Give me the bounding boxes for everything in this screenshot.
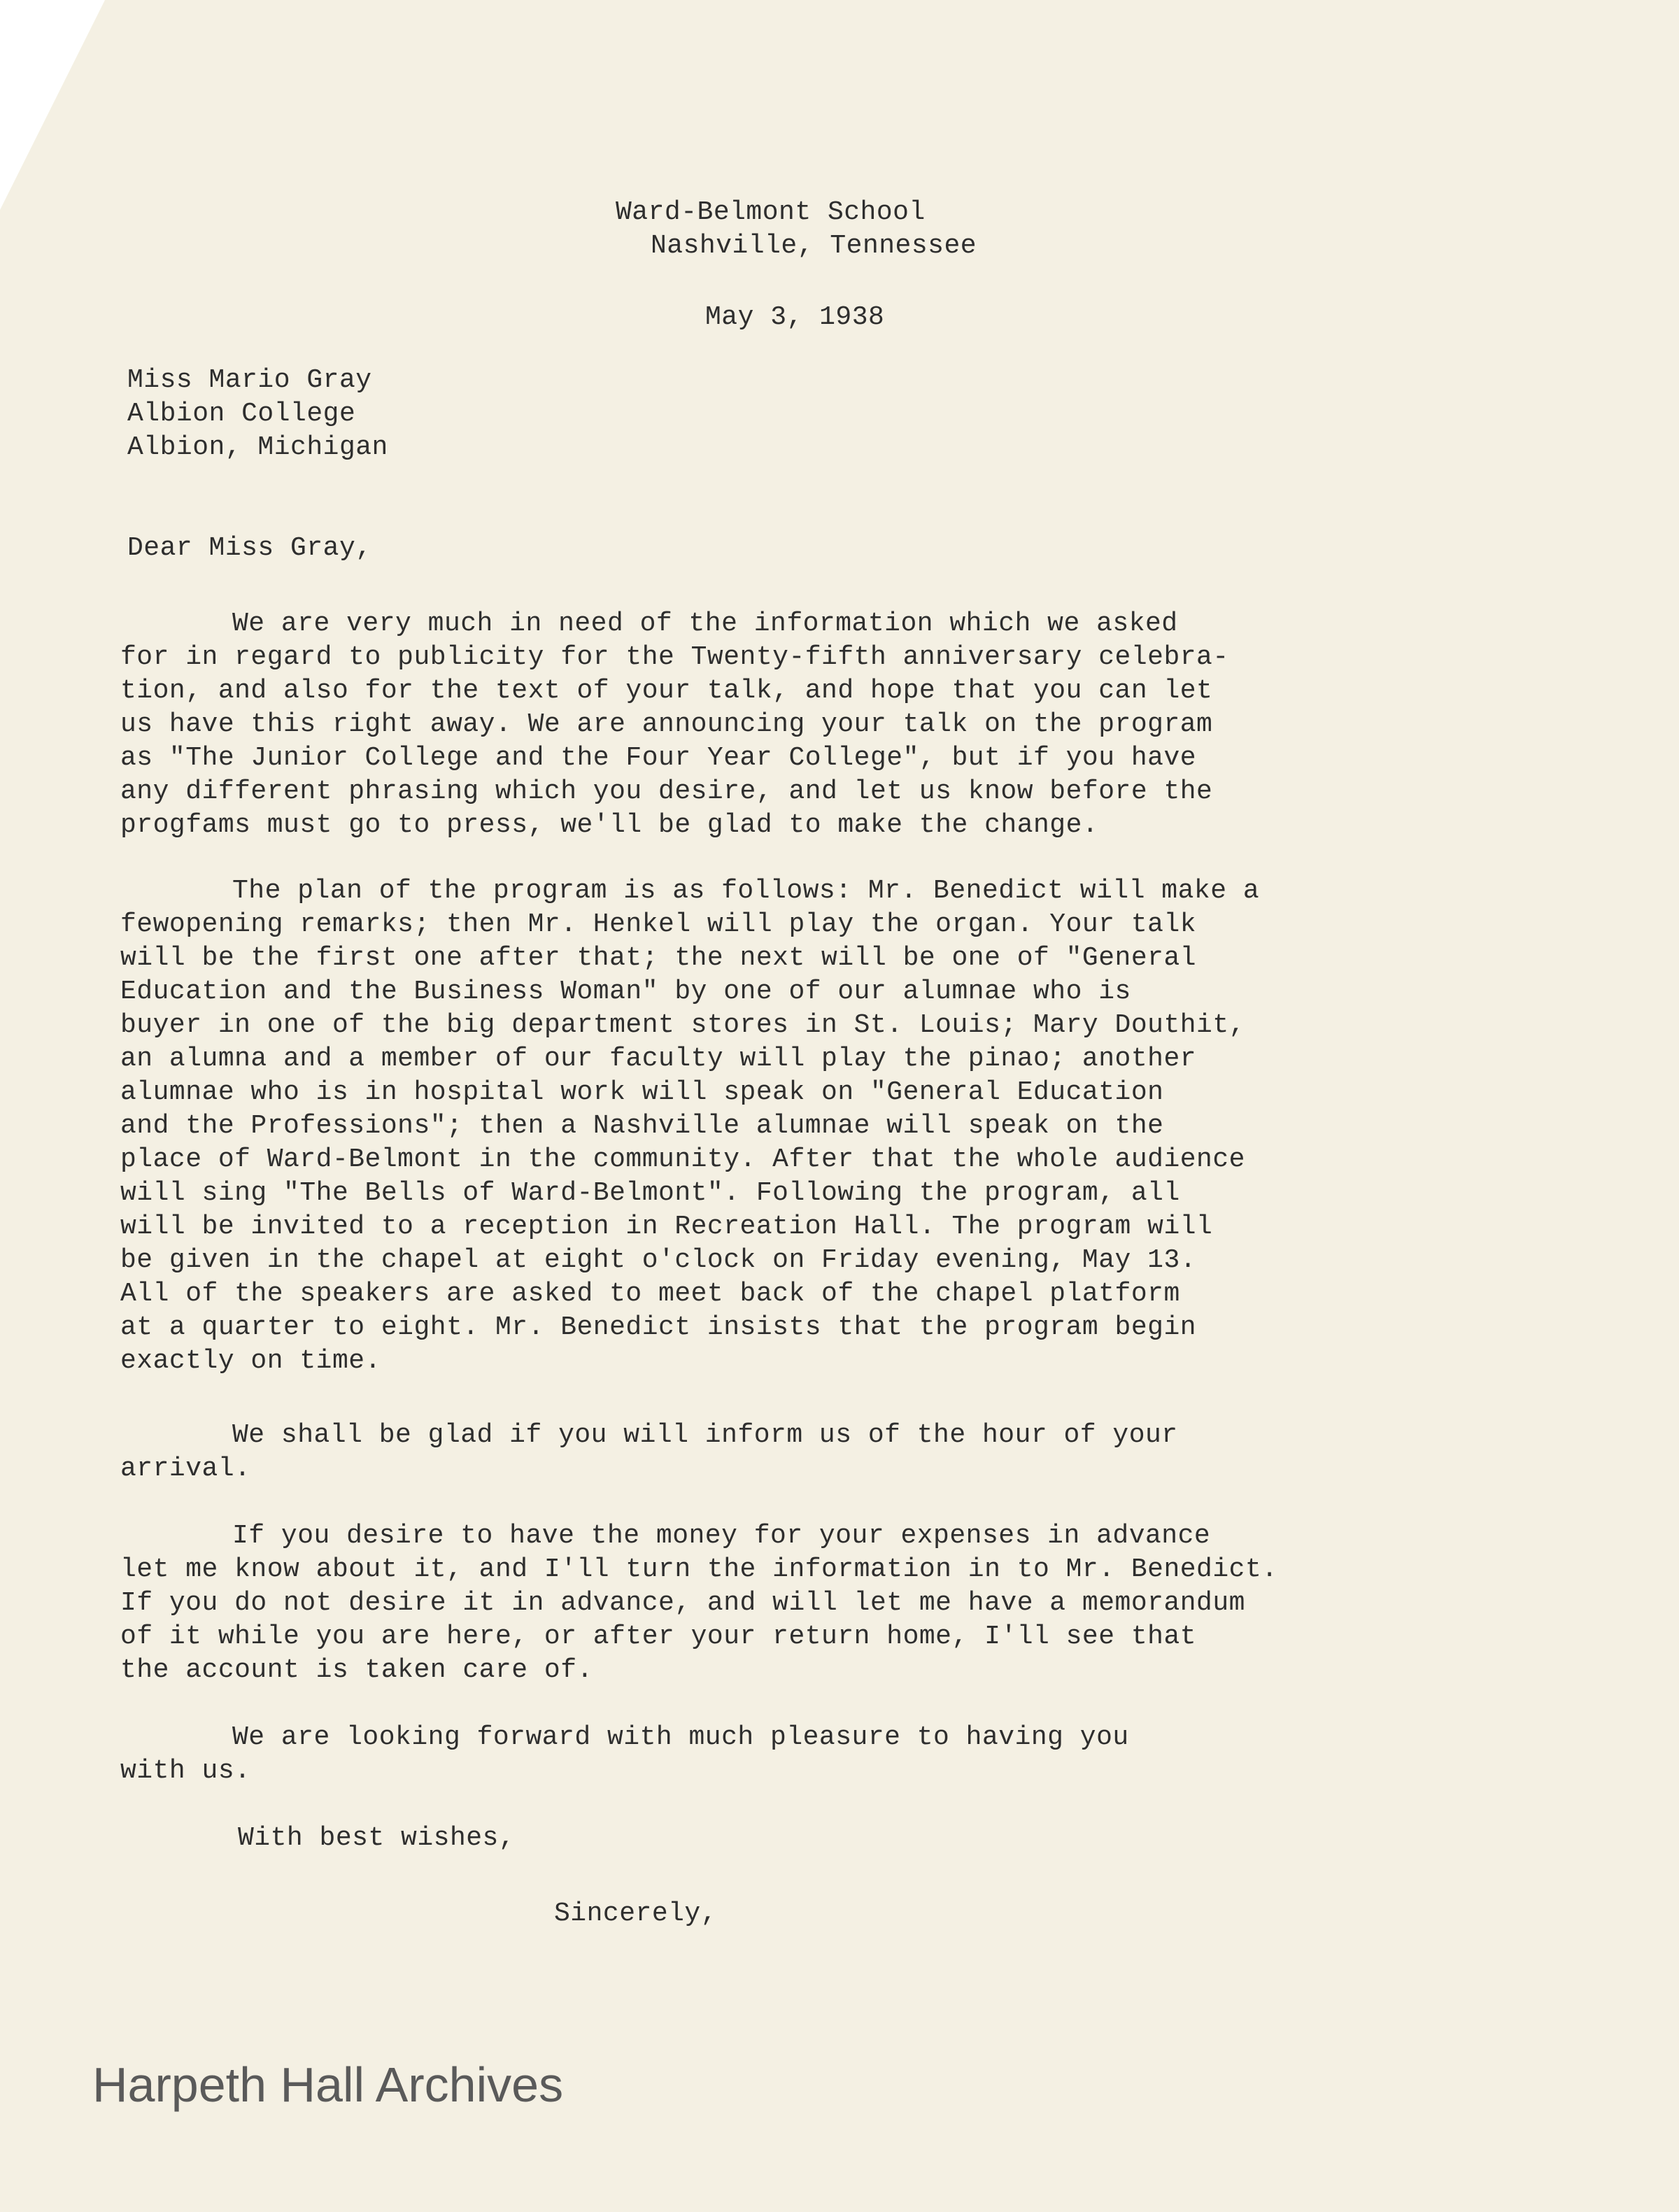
salutation: Dear Miss Gray,	[127, 533, 372, 563]
paragraph-line: any different phrasing which you desire, and let us know before the	[120, 777, 1213, 807]
paragraph-line: The plan of the program is as follows: Mr. Benedict will make a	[232, 876, 1260, 906]
paragraph-2	[120, 874, 1259, 1378]
paragraph-line: of it while you are here, or after your return home, I'll see that	[120, 1622, 1197, 1652]
paragraph-line: We are looking forward with much pleasure to having you	[232, 1722, 1129, 1752]
paragraph-line: fewopening remarks; then Mr. Henkel will play the organ. Your talk	[120, 909, 1197, 940]
paragraph-line: If you do not desire it in advance, and will let me have a memorandum	[120, 1588, 1245, 1618]
paragraph-line: We shall be glad if you will inform us of the hour of your	[232, 1420, 1178, 1450]
folded-corner	[0, 0, 105, 210]
paragraph-line: us have this right away. We are announcing your talk on the program	[120, 709, 1213, 739]
paragraph-line: progfams must go to press, we'll be glad to make the change.	[120, 810, 1099, 840]
signoff: Sincerely,	[554, 1899, 718, 1929]
paragraph-line: exactly on time.	[120, 1346, 381, 1376]
recipient-address	[127, 364, 388, 465]
paragraph-line: be given in the chapel at eight o'clock on Friday evening, May 13.	[120, 1245, 1197, 1275]
paragraph-line: with us.	[120, 1756, 251, 1786]
paragraph-5	[120, 1721, 1129, 1788]
paragraph-line: the account is taken care of.	[120, 1655, 593, 1685]
paragraph-line: Education and the Business Woman" by one of our alumnae who is	[120, 977, 1131, 1007]
letterhead	[616, 196, 977, 263]
paragraph-3	[120, 1419, 1178, 1486]
paragraph-line: If you desire to have the money for your expenses in advance	[232, 1521, 1211, 1551]
paragraph-line: arrival.	[120, 1454, 251, 1484]
paragraph-line: buyer in one of the big department stores in St. Louis; Mary Douthit,	[120, 1010, 1245, 1040]
paragraph-line: will be the first one after that; the next will be one of "General	[120, 943, 1197, 973]
paragraph-line: let me know about it, and I'll turn the information in to Mr. Benedict.	[120, 1554, 1278, 1584]
recipient-name: Miss Mario Gray	[127, 365, 372, 395]
letterhead-line-1: Ward-Belmont School	[616, 197, 926, 227]
paragraph-line: an alumna and a member of our faculty will play the pinao; another	[120, 1044, 1197, 1074]
letterhead-line-2: Nashville, Tennessee	[651, 231, 977, 261]
paragraph-line: at a quarter to eight. Mr. Benedict insists that the program begin	[120, 1312, 1197, 1342]
paragraph-line: as "The Junior College and the Four Year College", but if you have	[120, 743, 1197, 773]
paragraph-line: and the Professions"; then a Nashville alumnae will speak on the	[120, 1111, 1164, 1141]
archive-watermark: Harpeth Hall Archives	[92, 2057, 564, 2112]
paragraph-line: We are very much in need of the information which we asked	[232, 609, 1178, 639]
paragraph-line: will be invited to a reception in Recreation Hall. The program will	[120, 1212, 1213, 1242]
paragraph-line: All of the speakers are asked to meet back of the chapel platform	[120, 1279, 1180, 1309]
paragraph-1	[120, 607, 1229, 842]
recipient-institution: Albion College	[127, 399, 356, 429]
paragraph-line: alumnae who is in hospital work will speak on "General Education	[120, 1077, 1164, 1107]
paragraph-line: place of Ward-Belmont in the community. After that the whole audience	[120, 1144, 1245, 1175]
paragraph-line: tion, and also for the text of your talk, and hope that you can let	[120, 676, 1213, 706]
paragraph-line: will sing "The Bells of Ward-Belmont". Following the program, all	[120, 1178, 1180, 1208]
closing-line: With best wishes,	[238, 1823, 516, 1853]
letter-date: May 3, 1938	[705, 302, 885, 332]
recipient-location: Albion, Michigan	[127, 432, 388, 462]
paragraph-4	[120, 1519, 1278, 1687]
paragraph-line: for in regard to publicity for the Twenty-fifth anniversary celebra-	[120, 642, 1229, 672]
